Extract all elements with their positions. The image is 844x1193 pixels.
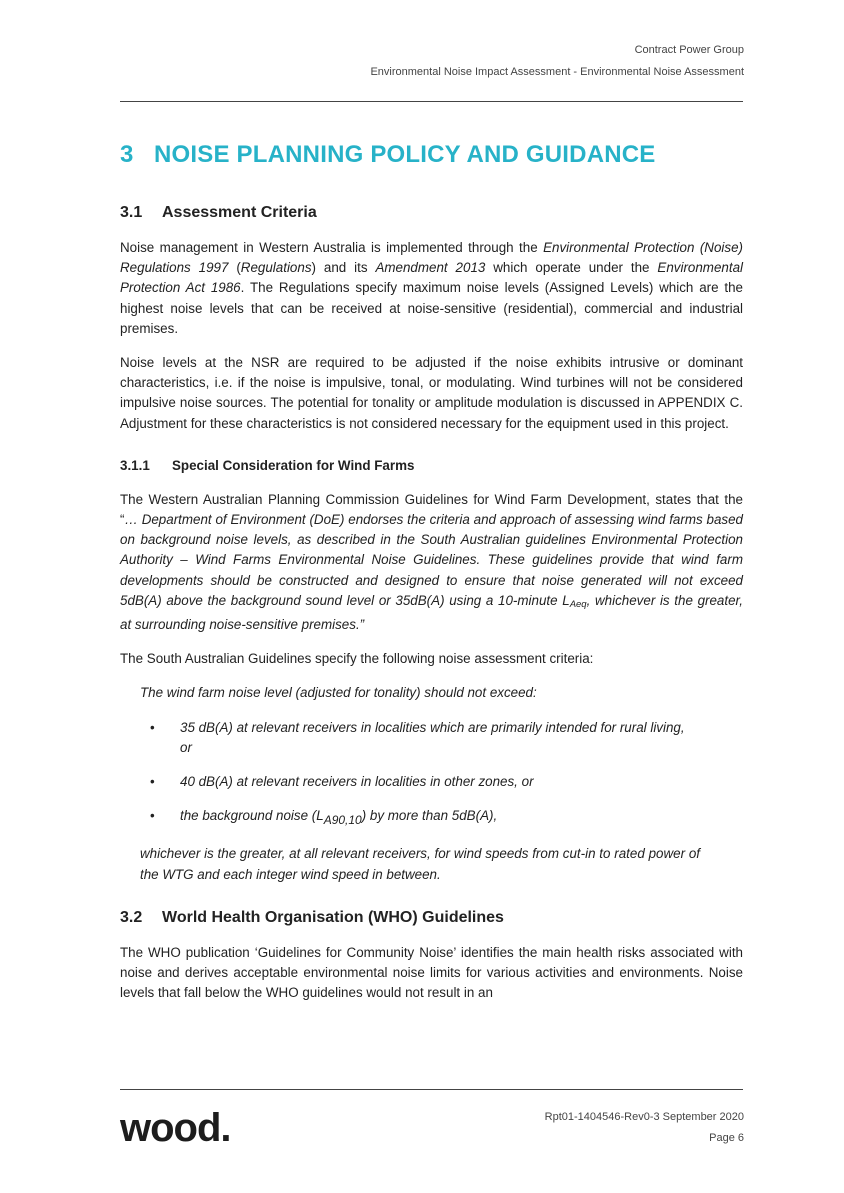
- subsection-heading-3-1: [120, 202, 743, 224]
- subsection-heading-3-1-1: [120, 456, 743, 476]
- subsection-number: 3.1: [120, 204, 143, 221]
- subsection-title: Assessment Criteria: [162, 204, 317, 221]
- header-divider: [120, 101, 743, 102]
- section-title: NOISE PLANNING POLICY AND GUIDANCE: [154, 141, 656, 168]
- wood-logo: wood.: [120, 1106, 231, 1150]
- quote-intro: The wind farm noise level (adjusted for tonality) should not exceed:: [140, 685, 537, 701]
- section-number: 3: [120, 141, 134, 168]
- subsection-title: Special Consideration for Wind Farms: [172, 457, 415, 473]
- subsection-title: World Health Organisation (WHO) Guidelines: [162, 908, 504, 926]
- bullet-icon: •: [150, 808, 155, 824]
- criteria-list: [120, 718, 743, 831]
- section-heading-3: [120, 140, 743, 170]
- paragraph-regulations: Noise management in Western Australia is implemented through the Environmental Protection (Noise) Regulations 1997 (Regulations) and its Amendment 2013 which operate under the Environmental Protection Act 1986. The Regulations specify maximum noise levels (Assigned Levels) which are the highest noise levels that can be received at noise-sensitive (residential), commercial and industrial premises.: [120, 240, 744, 336]
- header-doc-title: Environmental Noise Impact Assessment - Environmental Noise Assessment: [370, 66, 744, 78]
- bullet-icon: •: [150, 719, 155, 735]
- subsection-number: 3.2: [120, 908, 143, 926]
- subsection-number: 3.1.1: [120, 457, 150, 473]
- paragraph-who: The WHO publication ‘Guidelines for Community Noise’ identifies the main health risks associated with noise and derives acceptable environmental noise limits for various activities and environments. Noise levels that fall below the WHO guidelines would not result in an: [120, 944, 743, 1001]
- bullet-icon: •: [150, 774, 155, 790]
- footer-reference: Rpt01-1404546-Rev0-3 September 2020: [544, 1111, 744, 1123]
- subsection-heading-3-2: [120, 907, 743, 929]
- header-company: Contract Power Group: [634, 44, 744, 56]
- page-number: Page 6: [709, 1132, 744, 1144]
- list-item: • 35 dB(A) at relevant receivers in localities which are primarily intended for rural living, or: [150, 719, 685, 755]
- paragraph-wapc-guidelines: The Western Australian Planning Commission Guidelines for Wind Farm Development, states that the “… Department of Environment (DoE) endorses the criteria and approach of assessing wind farms based on background noise levels, as described in the South Australian guidelines Environmental Protection Authority – Wind Farms Environmental Noise Guidelines. These guidelines provide that wind farm developments should be constructed and designed to ensure that noise generated will not exceed 5dB(A) above the background sound level or 35dB(A) using a 10-minute $L_{Aeq}$, whichever is the greater, at surrounding noise-sensitive premises.”: [120, 491, 743, 633]
- paragraph-adjustments: Noise levels at the NSR are required to be adjusted if the noise exhibits intrusive or dominant characteristics, i.e. if the noise is impulsive, tonal, or modulating. Wind turbines will not be considered impulsive noise sources. The potential for tonality or amplitude modulation is discussed in APPENDIX C. Adjustment for these characteristics is not considered necessary for the equipment used in this project.: [120, 355, 743, 431]
- footer-divider: [120, 1089, 743, 1090]
- paragraph-sa-guidelines: The South Australian Guidelines specify the following noise assessment criteria:: [120, 651, 594, 667]
- page-content: [120, 140, 743, 1003]
- list-item: • 40 dB(A) at relevant receivers in localities in other zones, or: [180, 772, 700, 792]
- list-item: • the background noise (LA90,10) by more than 5dB(A),: [150, 808, 498, 828]
- quote-outro: whichever is the greater, at all relevant receivers, for wind speeds from cut-in to rated power of the WTG and each integer wind speed in between.: [140, 846, 700, 882]
